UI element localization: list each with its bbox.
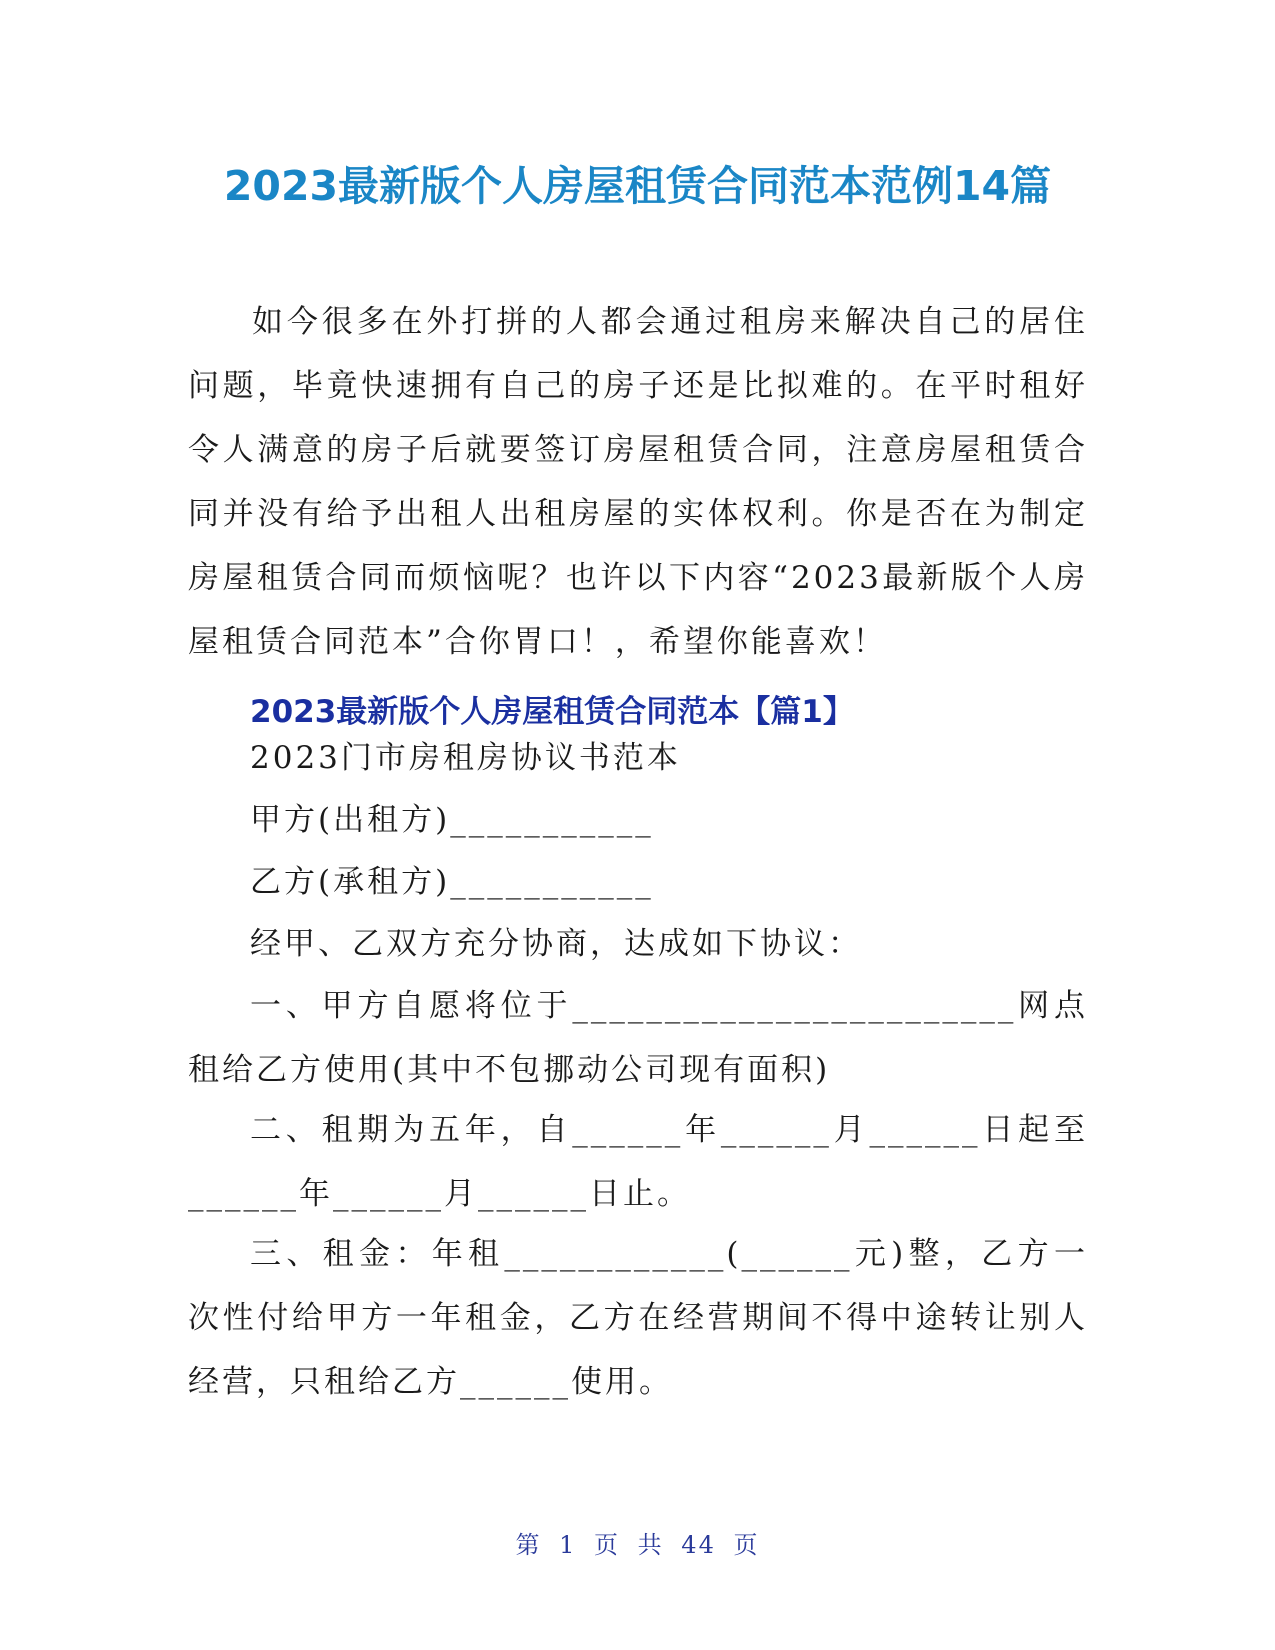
party-b-line: 乙方(承租方)___________ — [250, 864, 654, 900]
party-a-line: 甲方(出租方)___________ — [250, 802, 654, 838]
clause-1-paragraph: 一、甲方自愿将位于________________________网点租给乙方使用(其中不包挪动公司现有面积) — [188, 988, 1088, 1088]
clause-2-paragraph: 二、租期为五年，自______年______月______日起至______年______月______日止。 — [188, 1112, 1088, 1212]
document-title: 2023最新版个人房屋租赁合同范本范例14篇 — [223, 162, 1052, 210]
agreement-intro-line: 经甲、乙双方充分协商，达成如下协议： — [250, 926, 862, 962]
clause-3-paragraph: 三、租金：年租____________(______元)整，乙方一次性付给甲方一年租金，乙方在经营期间不得中途转让别人经营，只租给乙方______使用。 — [188, 1236, 1088, 1400]
contract-name-line: 2023门市房租房协议书范本 — [250, 740, 681, 776]
section-heading: 2023最新版个人房屋租赁合同范本【篇1】 — [250, 694, 854, 730]
page-footer: 第 1 页 共 44 页 — [515, 1531, 760, 1559]
intro-paragraph: 如今很多在外打拼的人都会通过租房来解决自己的居住问题，毕竟快速拥有自己的房子还是比拟难的。在平时租好令人满意的房子后就要签订房屋租赁合同，注意房屋租赁合同并没有给予出租人出租房屋的实体权利。你是否在为制定房屋租赁合同而烦恼呢？也许以下内容“2023最新版个人房屋租赁合同范本”合你胃口！，希望你能喜欢！ — [188, 304, 1088, 660]
